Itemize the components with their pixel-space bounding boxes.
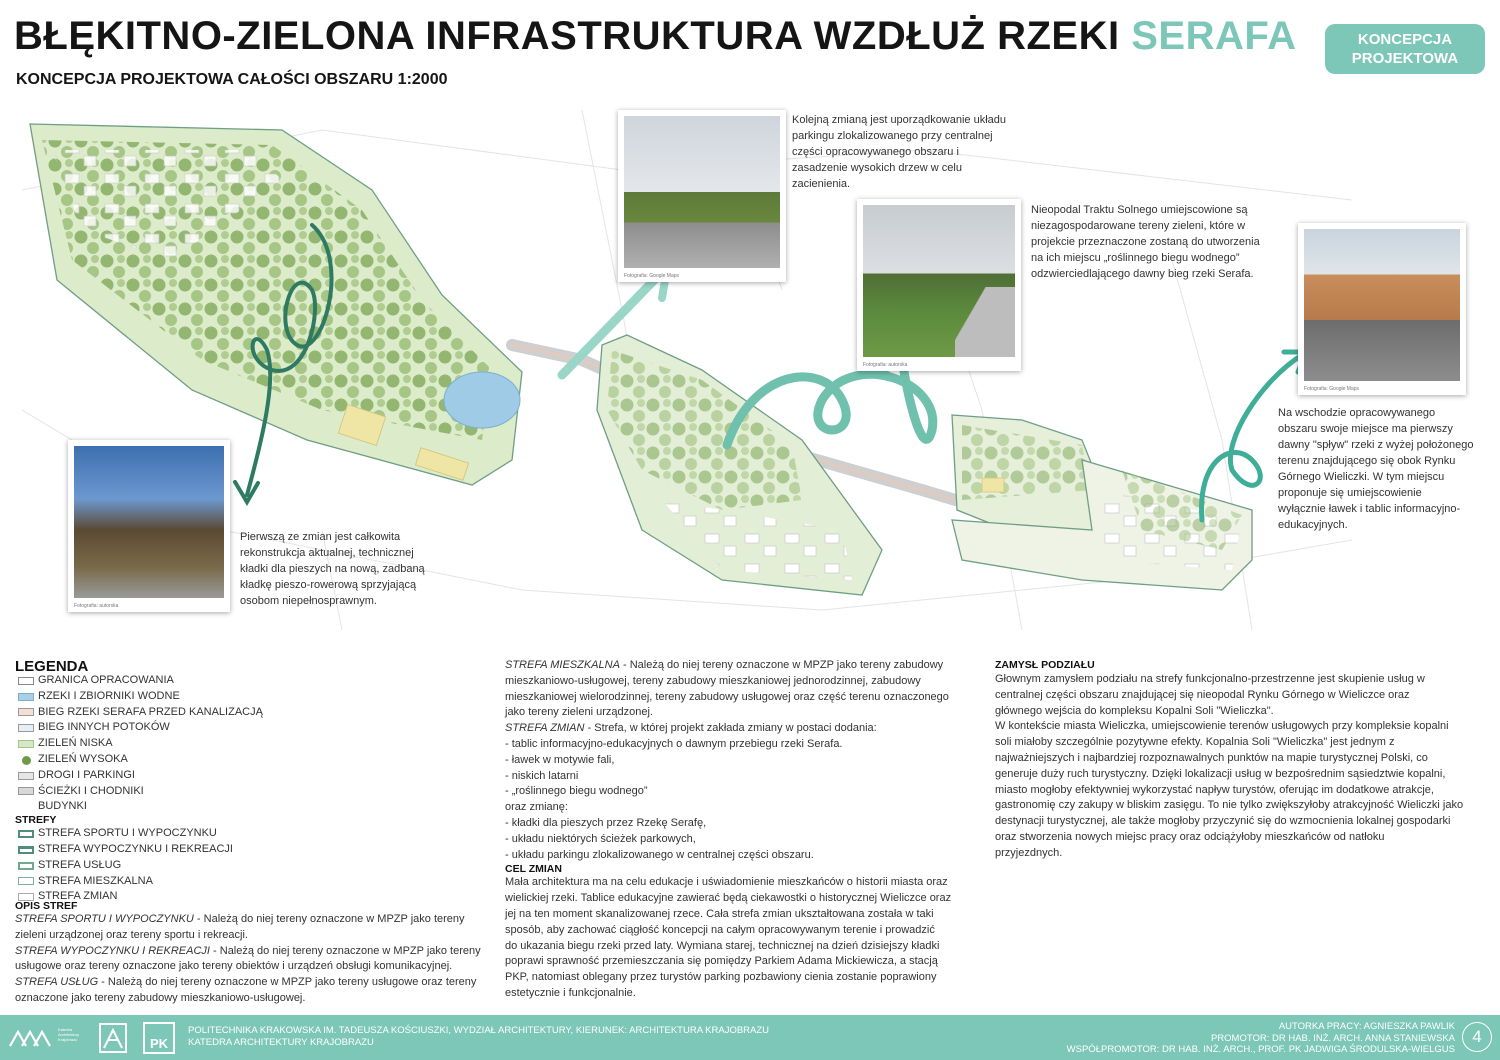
legend-zone: STREFA MIESZKALNA	[18, 874, 318, 890]
pond	[444, 372, 520, 428]
legend-item: BUDYNKI	[38, 800, 87, 813]
opis-title: OPIS STREF	[15, 900, 78, 912]
legend-item: ZIELEŃ WYSOKA	[18, 752, 318, 768]
legend-zone: STREFA WYPOCZYNKU I REKREACJI	[18, 842, 318, 858]
photo-credit: Fotografia: autorska	[74, 603, 119, 609]
title-main: BŁĘKITNO-ZIELONA INFRASTRUKTURA WZDŁUŻ RZEKI	[14, 14, 1120, 58]
middle-column: STREFA MIESZKALNA - Należą do niej tereny oznaczone w MPZP jako tereny zabudowy mieszkaniowo-usługowej, tereny zabudowy mieszkaniowej jednorodzinnej, zabudowy mieszkaniowej wielorodzinnej, tereny zabudowy usługowej oraz część terenu oznaczonego jako tereny zieleni urządzonej. STREFA ZMIAN - Strefa, w której projekt zakłada zmiany w postaci dodania: - tablic informacyjno-edukacyjnych o dawnym przebiegu rzeki Serafa. - ławek w motywie fali, - niskich latarni - „roślinnego biegu wodnego” oraz zmianę: - kładki dla pieszych przez Rzekę Serafę, - układu niektórych ścieżek parkowych, - układu parkingu zlokalizowanego w centralnej części obszaru. CEL ZMIAN Mała architektura ma na celu edukacje i uświadomienie mieszkańców o historii miasta oraz wielickiej rzeki. Tablice edukacyjne zawierać będą ciekawostki o historycznej Wieliczce oraz jej na ten moment skanalizowanej rzece. Cała strefa zmian ukształtowana została w taki sposób, aby zachować ciągłość koncepcji na całym opracowywanym terenie i prowadzić do ukazania biegu rzeki przed laty. Wymiana starej, technicznej na dzień dzisiejszy kładki poprawi sprawność przemieszczania się pomiędzy Parkiem Adama Mickiewicza, a stacją PKP, natomiast oblegany przez turystów parking pozbawiony cienia zostanie poprawiony estetycznie i funkcjonalnie.	[505, 658, 985, 1002]
photo-credit: Fotografia: Google Maps	[624, 273, 680, 279]
note-trakt: Nieopodal Traktu Solnego umiejscowione są niezagospodarowane tereny zieleni, które w projekcie przeznaczone zostaną do utworzenia na ich miejscu „roślinnego biegu wodnego” odzwierciedlającego dawny bieg rzeki Serafa.	[1031, 204, 1260, 280]
cel-title: CEL ZMIAN	[505, 863, 562, 876]
title-accent: SERAFA	[1131, 14, 1297, 58]
photo-credit: Fotografia: autorska	[863, 362, 908, 368]
kak-logo-icon	[8, 1028, 56, 1048]
faculty-logo-icon	[98, 1022, 128, 1054]
legend-item: ŚCIEŻKI I CHODNIKI	[18, 784, 318, 800]
pk-logo-icon	[143, 1022, 175, 1054]
photo-bridge	[68, 440, 230, 612]
legend-item: RZEKI I ZBIORNIKI WODNE	[18, 689, 318, 705]
footer	[0, 1015, 1500, 1060]
zones-description: OPIS STREF STREFA SPORTU I WYPOCZYNKU - Należą do niej tereny oznaczone w MPZP jako tereny zieleni urządzonej oraz tereny sportu i rekreacji. STREFA WYPOCZYNKU I REKREACJI - Należą do niej tereny oznaczone w MPZP jako tereny usługowe oraz tereny oznaczone jako tereny obiektów i urządzeń obsługi komunikacyjnej. STREFA USŁUG - Należą do niej tereny oznaczone w MPZP jako tereny usługowe oraz tereny oznaczone jako tereny zabudowy mieszkaniowo-usługowej.	[15, 900, 495, 1007]
photo-parking	[618, 110, 786, 282]
section-badge	[1325, 24, 1485, 74]
note-bridge: Pierwszą ze zmian jest całkowita rekonstrukcja aktualnej, technicznej kładki dla pieszych na nową, zadbaną kładkę pieszo-rowerową sprzyjającą osobom niepełnosprawnym.	[240, 531, 425, 607]
authors-info: AUTORKA PRACY: AGNIESZKA PAWLIK PROMOTOR: DR HAB. INŻ. ARCH. ANNA STANIEWSKA WSPÓŁPROMOTOR: DR HAB. INŻ. ARCH., PROF. PK JADWIGA ŚRODULSKA-WIELGUS	[1066, 1021, 1455, 1055]
photo-credit: Fotografia: Google Maps	[1304, 386, 1360, 392]
note-parking: Kolejną zmianą jest uporządkowanie układu parkingu zlokalizowanego przy centralnej części opracowywanego obszaru i zasadzenie wysokich drzew w celu zacienienia.	[792, 114, 1007, 190]
legend-zone: STREFA SPORTU I WYPOCZYNKU	[18, 826, 318, 842]
university-info: POLITECHNIKA KRAKOWSKA IM. TADEUSZA KOŚCIUSZKI, WYDZIAŁ ARCHITEKTURY, KIERUNEK: ARCHITEKTURA KRAJOBRAZU KATEDRA ARCHITEKTURY KRAJOBRAZU	[188, 1025, 770, 1048]
zamysl-title: ZAMYSŁ PODZIAŁU	[995, 659, 1095, 671]
photo-trakt	[857, 199, 1021, 371]
right-column: ZAMYSŁ PODZIAŁU Głownym zamysłem podziału na strefy funkcjonalno-przestrzenne jest skupienie usług w centralnej części obszaru znajdującej się nieopodal Rynku Górnego w Wieliczce oraz głównego wejścia do kompleksu Kopalni Soli "Wieliczka". W kontekście miasta Wieliczka, umiejscowienie terenów usługowych przy kompleksie kopalni soli miałoby szczególnie pozytywne efekty. Kopalnia Soli "Wieliczka" jest jednym z najważniejszych i najbardziej rozpoznawalnych punktów na mapie turystycznej Polski, co generuje duży ruch turystyczny. Dzięki lokalizacji usług w bezpośrednim sąsiedztwie kopalni, miasto mogłoby efektywniej wykorzystać napływ turystów, oferując im dodatkowe atrakcje, gastronomię czy zakupy w bliskim zasięgu. To nie tylko zwiększyłoby atrakcyjność Wieliczki jako destynacji turystycznej, ale także mogłoby przyczynić się do wzmocnienia lokalnej gospodarki oraz stworzenia nowych miejsc pracy oraz odciążyłoby mieszkańców od natłoku przyjezdnych.	[995, 658, 1490, 862]
page-number: 4	[1462, 1022, 1492, 1052]
legend-item: GRANICA OPRACOWANIA	[18, 673, 318, 689]
badge-line-2: PROJEKTOWA	[1351, 50, 1459, 67]
legend-list	[15, 673, 318, 905]
legend-item: BIEG RZEKI SERAFA PRZED KANALIZACJĄ	[18, 705, 318, 721]
photo-rynek	[1298, 223, 1466, 395]
note-east: Na wschodzie opracowywanego obszaru swoje miejsce ma pierwszy dawny "spływ" rzeki z wyżej położonego terenu znajdującego się obok Rynku Górnego Wieliczki. W tym miejscu proponuje się umiejscowienie wyłącznie ławek i tablic informacyjno- edukacyjnych.	[1278, 407, 1474, 531]
legend-item: DROGI I PARKINGI	[18, 768, 318, 784]
logo-caption: Katedra Architektury Krajobrazu	[58, 1027, 80, 1042]
badge-line-1: KONCEPCJA	[1357, 31, 1453, 48]
legend-zone: STREFA USŁUG	[18, 858, 318, 874]
legend-zone: STREFA ZMIAN	[18, 889, 318, 905]
legend-title: LEGENDA	[15, 658, 89, 675]
legend-zones-title: STREFY	[15, 814, 57, 827]
pk-label: PK	[149, 1036, 169, 1051]
page-title	[14, 14, 1296, 59]
legend-item: BIEG INNYCH POTOKÓW	[18, 720, 318, 736]
legend-item: ZIELEŃ NISKA	[18, 736, 318, 752]
page-subtitle: KONCEPCJA PROJEKTOWA CAŁOŚCI OBSZARU 1:2000	[16, 71, 448, 88]
